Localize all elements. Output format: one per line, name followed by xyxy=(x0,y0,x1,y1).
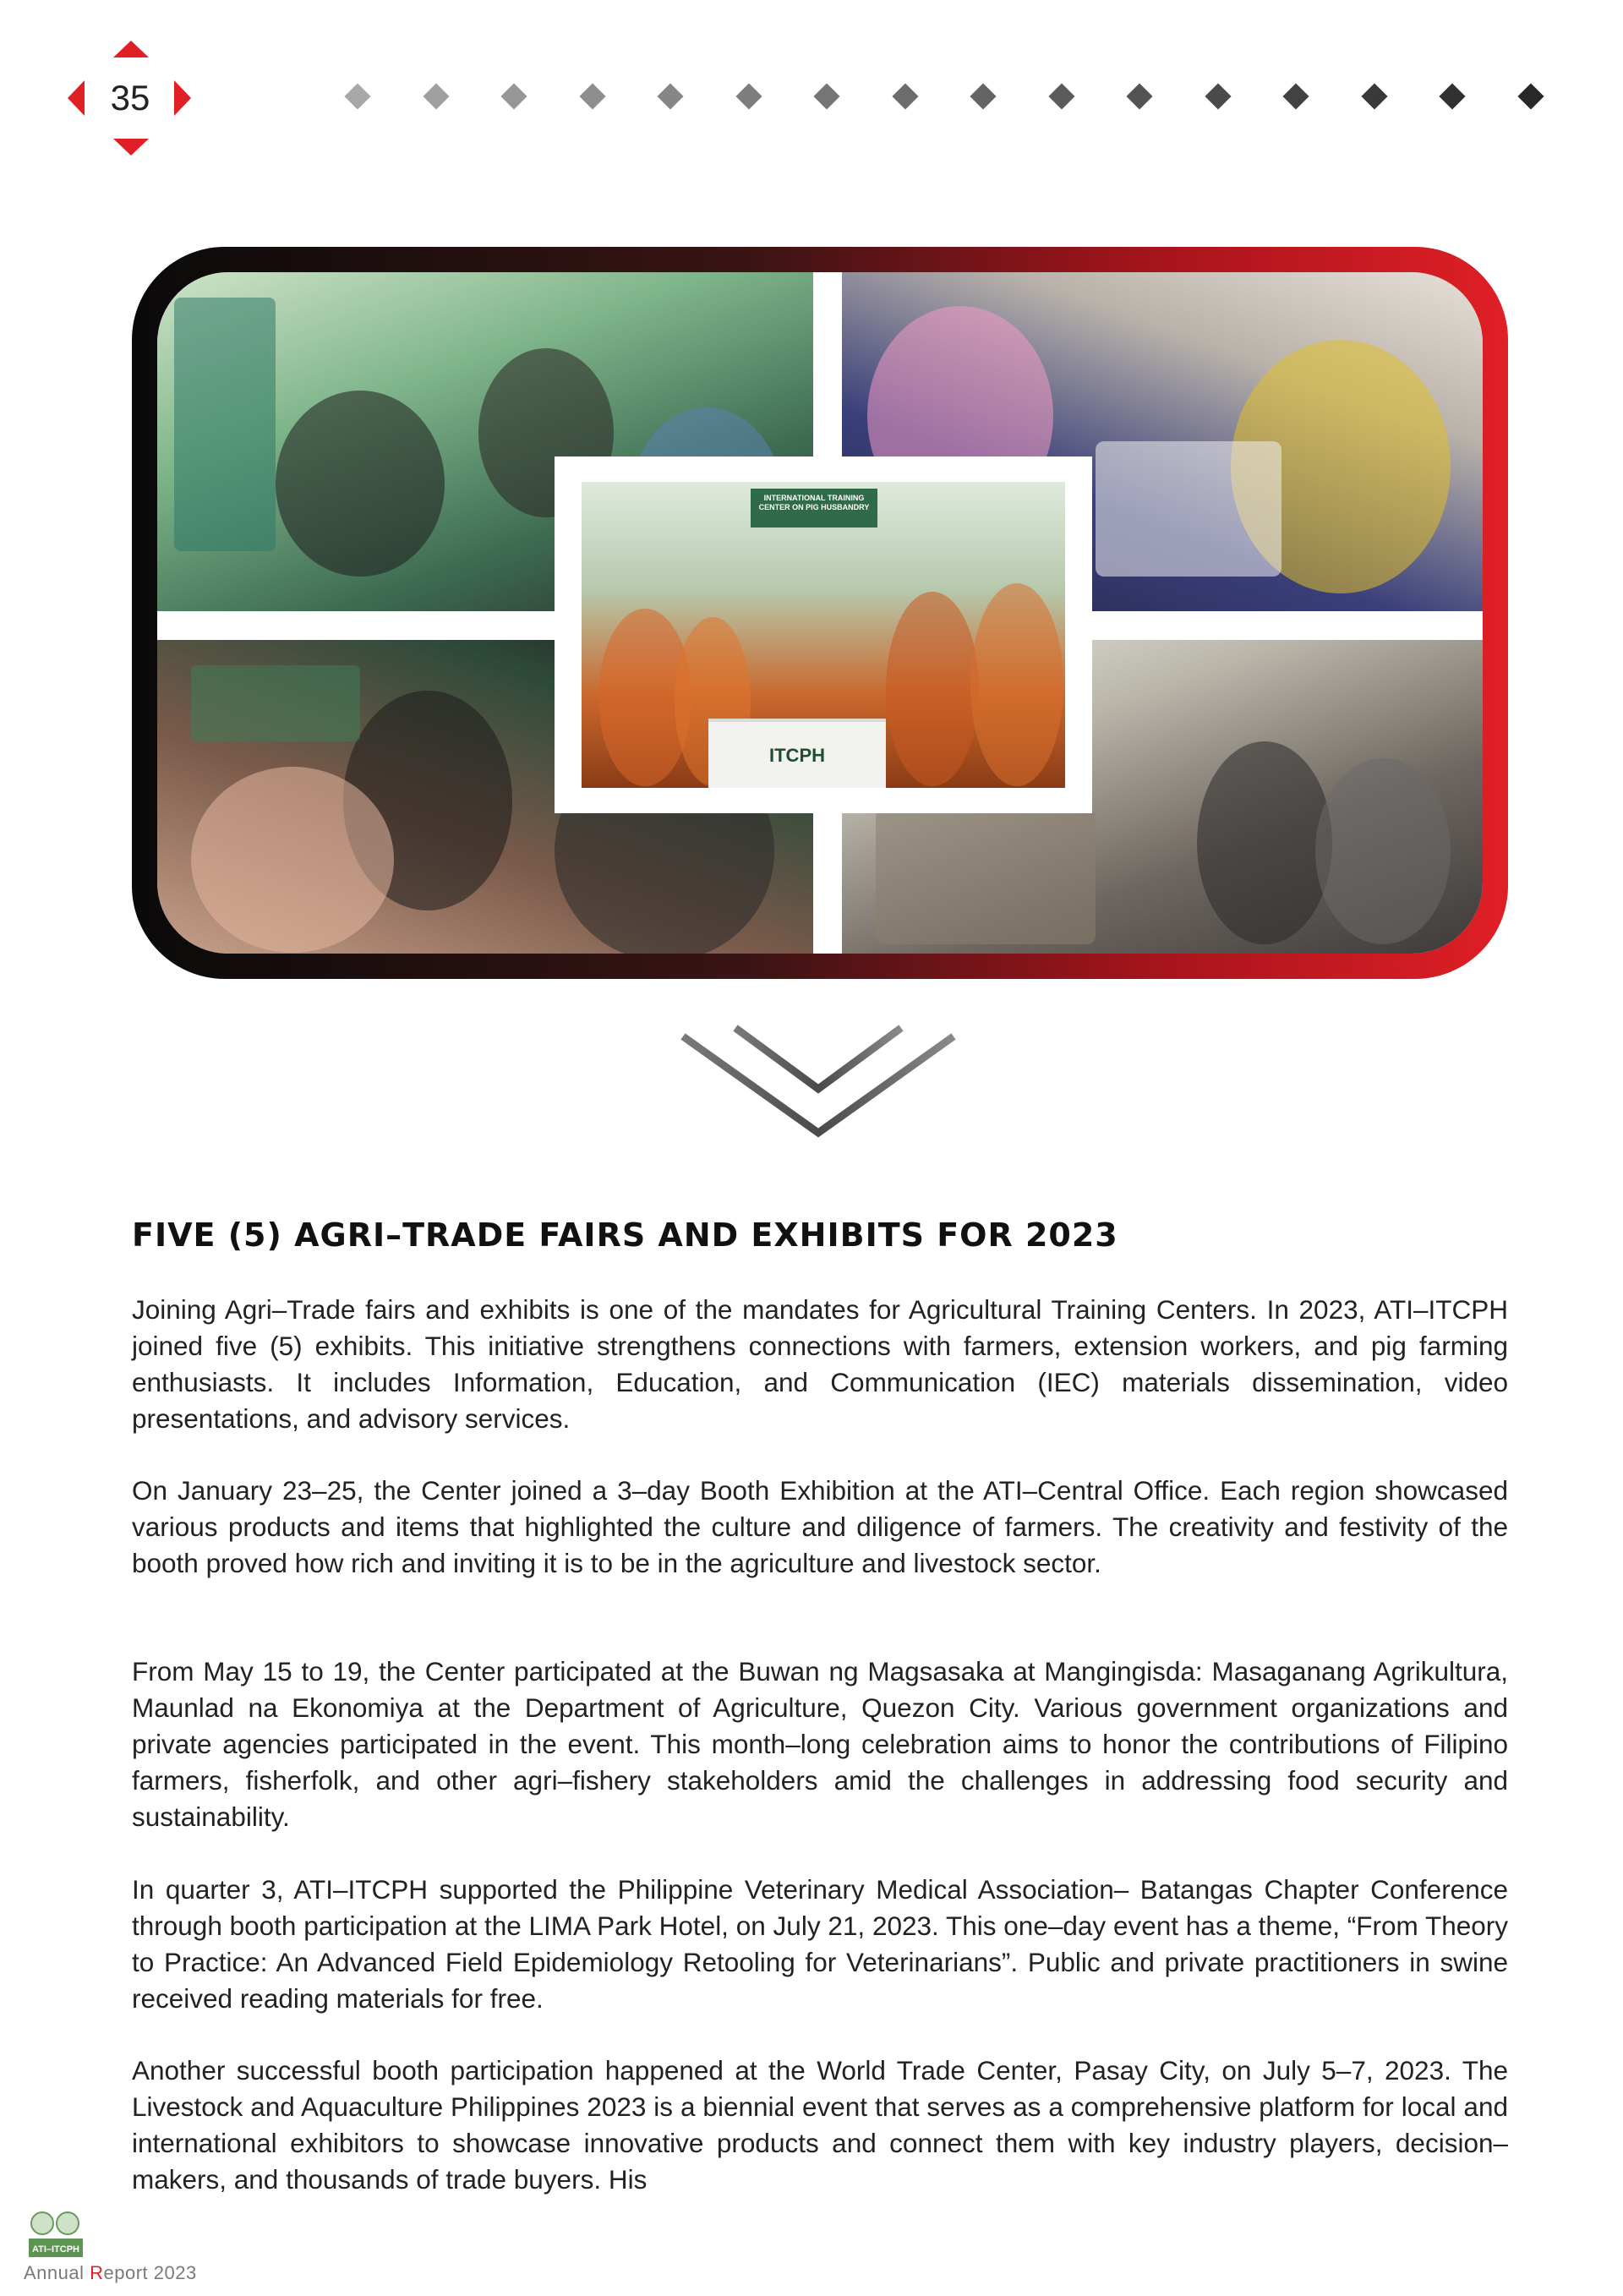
paragraph-4: In quarter 3, ATI–ITCPH supported the Philippine Veterinary Medical Association– Batangas Chapter Conference through booth participation at the LIMA Park Hotel, on July 21, 2023. This one–day event has a theme, “From Theory to Practice: An Advanced Field Epidemiology Retooling for Veterinarians”. Public and private practitioners in swine received reading materials for free. xyxy=(132,1874,1508,2014)
booth-sign: INTERNATIONAL TRAINING CENTER ON PIG HUSBANDRY xyxy=(751,489,877,528)
chevron-down-icon xyxy=(680,1025,957,1140)
decorative-diamond-row xyxy=(348,87,1566,112)
diamond-icon xyxy=(1361,83,1387,109)
paragraph-1: Joining Agri–Trade fairs and exhibits is one of the mandates for Agricultural Training Centers. In 2023, ATI–ITCPH joined five (5) exhibits. This initiative strengthens connections with farmers, extension workers, and pig farming enthusiasts. It includes Information, Education, and Communication (IEC) materials dissemination, video presentations, and advisory services. xyxy=(132,1294,1508,1434)
diamond-icon xyxy=(657,83,683,109)
logo-label: ATI–ITCPH xyxy=(31,2244,80,2255)
diamond-icon xyxy=(1517,83,1544,109)
itcph-logo: ITCPH xyxy=(769,745,825,766)
diamond-icon xyxy=(1439,83,1465,109)
featured-photo-frame xyxy=(555,456,1092,813)
diamond-icon xyxy=(970,83,996,109)
paragraph-3: From May 15 to 19, the Center participated at the Buwan ng Magsasaka at Mangingisda: Masaganang Agrikultura, Maunlad na Ekonomiya at the Department of Agriculture, Quezon City. Various government organizations and private agencies participated in the event. This month–long celebration aims to honor the contributions of Filipino farmers, fisherfolk, and other agri–fishery stakeholders amid the challenges in addressing food security and sustainability. xyxy=(132,1656,1508,1832)
page-number: 35 xyxy=(110,78,150,118)
arrow-right-icon xyxy=(174,80,191,116)
diamond-icon xyxy=(579,83,605,109)
photo-collage-frame xyxy=(132,247,1508,979)
page-number-nav xyxy=(64,36,199,162)
diamond-icon xyxy=(1282,83,1309,109)
diamond-icon xyxy=(813,83,839,109)
featured-booth-photo xyxy=(582,482,1065,788)
booth-table xyxy=(708,719,886,788)
diamond-icon xyxy=(500,83,527,109)
paragraph-5: Another successful booth participation happened at the World Trade Center, Pasay City, on July 5–7, 2023. The Livestock and Aquaculture Philippines 2023 is a biennial event that serves as a comprehensive platform for local and international exhibitors to showcase innovative products and connect them with key industry players, decision–makers, and thousands of trade buyers. His xyxy=(132,2055,1508,2195)
diamond-icon xyxy=(735,83,762,109)
diamond-icon xyxy=(1048,83,1074,109)
arrow-left-icon xyxy=(68,80,85,116)
diamond-icon xyxy=(1126,83,1152,109)
diamond-icon xyxy=(423,83,449,109)
paragraph-2: On January 23–25, the Center joined a 3–day Booth Exhibition at the ATI–Central Office. Each region showcased various products and items that highlighted the culture and diligence of farmers. The creativity and festivity of the booth proved how rich and inviting it is to be in the agriculture and livestock sector. xyxy=(132,1475,1508,1578)
article-heading: FIVE (5) AGRI–TRADE FAIRS AND EXHIBITS FOR 2023 xyxy=(132,1216,1118,1254)
annual-report-label: Annual Report 2023 xyxy=(24,2262,197,2283)
diamond-icon xyxy=(344,83,370,109)
arrow-up-icon xyxy=(113,41,149,57)
diamond-icon xyxy=(1205,83,1231,109)
photo-collage xyxy=(157,272,1483,954)
article xyxy=(132,1214,1508,2195)
arrow-down-icon xyxy=(113,139,149,156)
ati-itcph-logo xyxy=(24,2208,88,2264)
diamond-icon xyxy=(892,83,918,109)
